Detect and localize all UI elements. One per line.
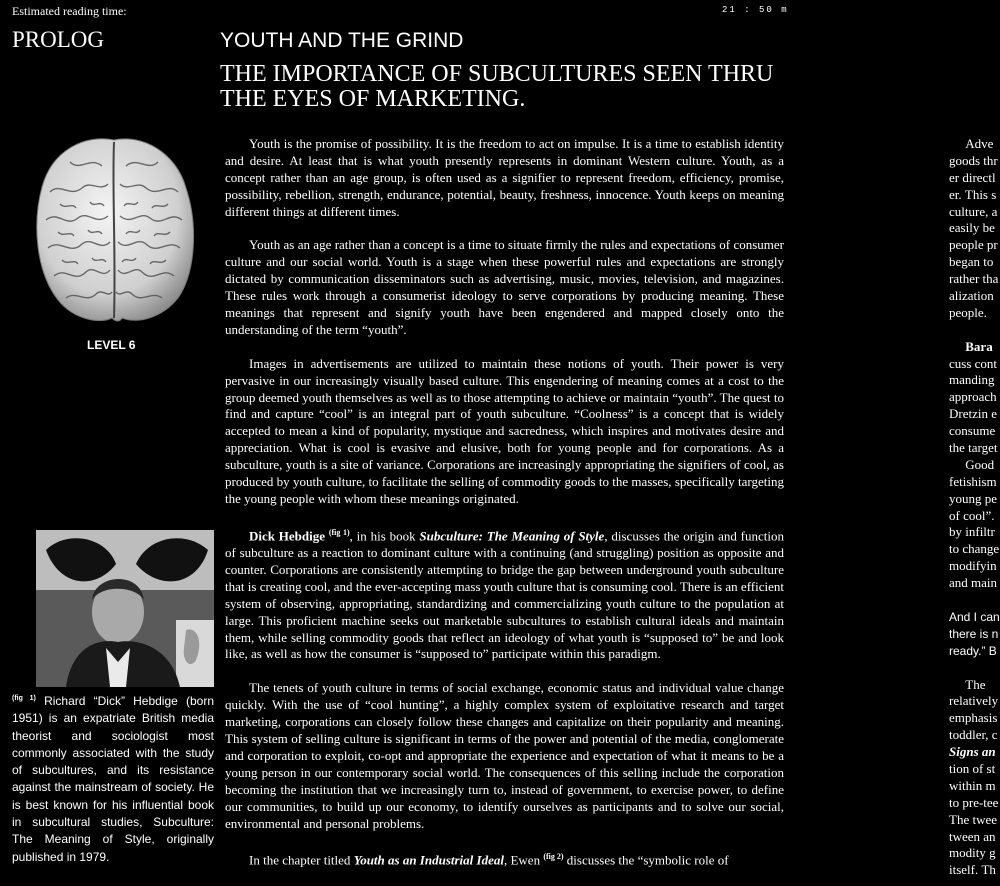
column-line: The — [949, 676, 986, 692]
author-name: Dick Hebdige — [249, 528, 326, 544]
brain-icon — [30, 132, 198, 327]
portrait-photo — [36, 530, 214, 687]
book-title: Subculture: The Meaning of Style — [419, 528, 605, 544]
photo-caption — [12, 690, 214, 866]
paragraph-4 — [225, 525, 784, 664]
paragraph-2: Youth as an age rather than a concept is a time to situate firmly the rules and expectations of consumer culture and our social world. Youth is a stage when these powerful rules and expectations are strongly dictated by communication disseminators such as advertising, music, movies, television, and magazines. These rules work through a consumerist ideology to serve corporations by producing meaning. These meanings that represent and signify youth have been engendered and mapped closely onto the understanding of the term “youth”. — [225, 237, 784, 337]
column-line: of cool”. — [949, 507, 995, 523]
column-line: Adve — [949, 136, 994, 151]
column-line: to change — [949, 541, 1000, 557]
column-line: and main — [949, 575, 998, 591]
reading-time-label: Estimated reading time: — [12, 4, 127, 18]
text-span: , discusses the origin and function of subculture as a reaction to dominant culture with a continuing (and struggling) position as opposite and counter. Corporations are consistently attempting to bridge the gap between underground youth subculture that is creating cool, and the ever-accepting mass youth culture that is consuming cool. There is an efficient system of observing, appropriating, standardizing and commercializing youth culture to the population at large. This proficient machine seeks out marketable subcultures to establish cultural ideals and maintain them, while selling commodity goods that reflect an ideology of what youth is “supposed to” be and look like, as well as how the consumer is “supposed to” participate within this paradigm. — [225, 528, 785, 662]
figure-ref: (fig 1) — [328, 527, 350, 537]
column-line: within m — [949, 777, 996, 793]
article-body — [225, 136, 784, 886]
article-headline: YOUTH AND THE GRIND — [220, 29, 464, 52]
column-line: the target — [949, 440, 998, 456]
column-line: there is n — [949, 626, 999, 641]
chapter-title: Youth as an Industrial Ideal — [353, 852, 504, 868]
caption-text: Richard “Dick” Hebdige (born 1951) is an expatriate British media theorist and sociologist most commonly associated with the study of subcultures, and its resistance against the mainstream of society. He is best known for his influential book in subcultural studies, Subculture: The Meaning of Style, originally published in 1979. — [12, 694, 215, 864]
column-line: er directl — [949, 169, 996, 185]
column-line: easily be — [949, 220, 995, 236]
column-line — [949, 660, 1000, 677]
column-line: Bara — [949, 338, 993, 354]
column-line: manding — [949, 372, 995, 388]
text-span: , Ewen — [503, 852, 544, 868]
column-line: culture, a — [949, 203, 998, 219]
column-line: modity g — [949, 845, 996, 861]
column-line: fetishism — [949, 473, 997, 489]
text-span: , in his book — [349, 528, 420, 544]
column-line: modifyin — [949, 558, 997, 574]
column-line: tion of st — [949, 760, 996, 776]
column-line: by infiltr — [949, 524, 995, 540]
column-line: tween an — [949, 828, 996, 844]
paragraph-1: Youth is the promise of possibility. It is the freedom to act on impulse. It is a time to establish identity and desire. At least that is what youth presently represents in dominant Western culture. Youth, as a concept rather than an age group, is often used as a signifier to represent freedom, efficiency, promise, possibility, rebellion, strength, endurance, potential, beauty, freshness, innocence. Youth keeps on meaning different things at different times. — [225, 136, 784, 219]
column-line: Dretzin e — [949, 406, 998, 422]
paragraph-6 — [225, 849, 784, 869]
column-line: And I can — [949, 609, 1000, 624]
figure-ref: (fig 2) — [543, 852, 564, 862]
text-span: In the chapter titled — [249, 852, 354, 868]
column-line: consume — [949, 423, 996, 439]
column-line: itself. Th — [949, 862, 996, 878]
caption-figure-ref: (fig 1) — [12, 695, 36, 702]
level-label: LEVEL 6 — [87, 338, 136, 352]
column-line: alization — [949, 288, 994, 304]
column-line: emphasis — [949, 710, 998, 726]
article-subtitle: THE IMPORTANCE OF SUBCULTURES SEEN THRU THE EYES OF MARKETING. — [220, 61, 774, 112]
section-title: PROLOG — [12, 27, 105, 52]
paragraph-3: Images in advertisements are utilized to maintain these notions of youth. Their power is very pervasive in our increasingly visually based culture. This engendering of meaning comes at a cost to the group deemed youth themselves as well as to those attempting to achieve or maintain “youth”. The quest to find and capture “cool” is an integral part of youth subculture. “Coolness” is a concept that is widely accepted to mean a kind of popularity, mystique and sacredness, which inspires and motivates desire and appreciation. What is cool is evasive and elusive, both for young people and for corporations. As a subculture, youth is a site of variance. Corporations are increasingly appropriating the signifiers of cool, as produced by youth culture, to facilitate the selling of commodity goods to the masses, specifically targeting the young people with whom these meanings originated. — [225, 355, 784, 506]
column-line: cuss cont — [949, 355, 998, 371]
column-line: approach — [949, 389, 997, 405]
reading-time-value: 21 : 50 m — [722, 5, 789, 15]
column-line: ready.” B — [949, 643, 997, 658]
column-line — [949, 322, 1000, 339]
column-line: to pre-tee — [949, 794, 999, 810]
brain-illustration — [30, 132, 198, 327]
column-line: people. — [949, 304, 987, 320]
column-line: began to — [949, 254, 994, 270]
column-line: young pe — [949, 490, 998, 506]
column-line: relatively — [949, 693, 999, 709]
column-line: toddler, c — [949, 727, 998, 743]
column-line — [949, 592, 1000, 609]
column-line: people pr — [949, 237, 998, 253]
paragraph-5: The tenets of youth culture in terms of social exchange, economic status and individual value change quickly. With the use of “cool hunting”, a highly complex system of exploitative research and target marketing, corporations can closely follow these changes and capitalize on their popularity and meaning. This system of selling culture is significant in terms of the power and potential of the media, conglomerate and corporation to exploit, co-opt and appropriate the experience and expectation of what it means to be a young person in our contemporary social world. The consequences of this selling include the corporation becoming the institution that we increasingly turn to, instead of government, to exercise power, to define our communities, to build up our economy, to identify ourselves as participants and to solve our social, environmental and personal problems. — [225, 680, 784, 831]
portrait-image — [36, 530, 214, 687]
column-line: Signs an — [949, 744, 996, 760]
next-column — [949, 136, 1000, 879]
column-line: The twee — [949, 811, 998, 827]
column-line: er. This s — [949, 186, 997, 202]
column-line: Good — [949, 456, 995, 472]
column-line: goods thr — [949, 152, 998, 168]
text-span: discusses the “symbolic role of — [563, 852, 729, 868]
column-line: rather tha — [949, 271, 999, 287]
